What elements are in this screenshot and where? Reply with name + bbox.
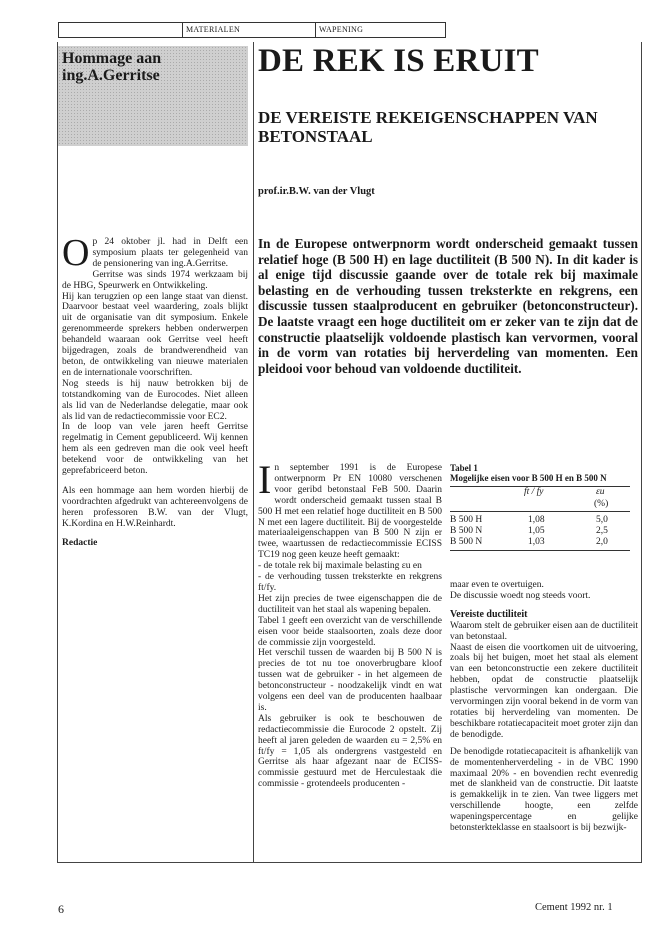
sidebar-paragraph: Op 24 oktober jl. had in Delft een symposium plaats ter gelegenheid van de pensionering van ing.A.Gerritse. [62, 232, 248, 274]
table-header-ratio: ft / fy [524, 487, 544, 497]
body-paragraph: maar even te overtuigen. [450, 580, 544, 590]
sidebar-paragraph: Gerritse was sinds 1974 werkzaam bij de HBG, Speurwerk en Ontwikkeling. [62, 269, 248, 291]
body-paragraph: De discussie woedt nog steeds voort. [450, 590, 591, 601]
table-title: Tabel 1 [450, 463, 478, 473]
body-paragraph: Het verschil tussen de waarden bij B 500 N is precies de tot nu toe onoverbrugbare kloof tussen wat de gebruiker - in het algemeen de betonconstructeur - noodzakelijk vindt en wat volgens een deel van de producenten haalbaar is. [258, 648, 442, 713]
article-author: prof.ir.B.W. van der Vlugt [258, 186, 375, 197]
journal-reference: Cement 1992 nr. 1 [535, 902, 613, 913]
table-row: B 500 N 1,05 2,5 [450, 526, 608, 536]
sidebar-dropcap: O [62, 232, 90, 274]
column-divider [253, 42, 254, 862]
sidebar-text [62, 232, 248, 548]
header-section-wapening: WAPENING [315, 23, 445, 37]
body-paragraph: Waarom stelt de gebruiker eisen aan de ductiliteit van betonstaal. [450, 620, 638, 642]
body-paragraph: Als gebruiker is ook te beschouwen de redactiecommissie die Eurocode 2 opstelt. Zij heeft al jaren geleden de waarden εu = 2,5% en ft/fy = 1,05 als ondergrens vastgesteld en Gerritse als haar afgezant naar de ECISS-commissie gestuurd met de Herculestaak die commissie - grotendeels producenten - [258, 713, 442, 790]
sidebar-paragraph: In de loop van vele jaren heeft Gerritse regelmatig in Cement gepubliceerd. Wij kennen hem als een gedreven man die ook veel heeft betekend voor de ontwikkeling van het geprefabriceerd beton. [62, 422, 248, 477]
body-paragraph: Tabel 1 geeft een overzicht van de verschillende eisen voor beide staalsoorten, zoals deze door de commissie zijn voorgesteld. [258, 615, 442, 648]
page-frame-bottom [57, 862, 642, 863]
body-paragraph: Naast de eisen die voortkomen uit de uitvoering, zoals bij het buigen, moet het staal als element van een betonconstructie een zekere ductiliteit hebben, opdat de constructie plaatselijk plastische vervormingen kan ondergaan. Die vervormingen zijn vooral bekend in de vorm van rotaties bij herverdeling van momenten. De beschikbare rotatiecapaciteit moet groter zijn dan de benodigde. [450, 642, 638, 740]
page-number: 6 [58, 902, 64, 916]
header-section-materialen: MATERIALEN [182, 23, 316, 37]
section-heading: Vereiste ductiliteit [450, 608, 528, 620]
table-header-strain: εu [596, 487, 605, 497]
page-frame-left [57, 42, 58, 862]
article-title: DE REK IS ERUIT [258, 43, 539, 79]
body-paragraph: In september 1991 is de Europese ontwerpnorm Pr EN 10080 verschenen voor geribd betonstaal FeB 500. Daarin wordt onderscheid gemaakt tussen staal B 500 H met een relatief hoge ductiliteit en B 500 N met een lagere ductiliteit. Bij de voorgestelde materiaaleigenschappen van B 500 N zijn er twee, waartussen de redactiecommissie ECISS TC19 nog geen keuze heeft gemaakt: [258, 457, 442, 561]
body-dropcap: I [258, 457, 272, 502]
table-rule [450, 550, 630, 551]
sidebar-paragraph: Hij kan terugzien op een lange staat van dienst. Daarvoor bestaat veel waardering, zoals blijkt uit de organisatie van dit symposium. Enkele gerenommeerde sprekers hebben onderwerpen behandeld waaraan ook Gerritse veel heeft bijgedragen, zoals de brandwerendheid van beton, de ontwikkeling van nieuwe materialen en de internationale voorschriften. [62, 291, 248, 378]
table-rule [450, 511, 630, 512]
table-header-unit-row [450, 499, 638, 511]
body-paragraph: - de verhouding tussen treksterkte en rekgrens ft/fy. [258, 572, 442, 593]
table-1 [450, 463, 638, 551]
body-column-1 [258, 457, 442, 790]
page-frame-right [641, 42, 642, 862]
running-header [58, 22, 446, 38]
table-header-unit: (%) [594, 499, 609, 509]
table-caption: Mogelijke eisen voor B 500 H en B 500 N [450, 473, 607, 483]
sidebar-signature: Redactie [62, 537, 98, 548]
body-paragraph: - de totale rek bij maximale belasting εu en [258, 561, 422, 572]
sidebar-paragraph: Als een hommage aan hem worden hierbij de voordrachten afgedrukt van achtereenvolgens de heren professoren B.W. van der Vlugt, K.Kordina en H.W.Reinhardt. [62, 485, 248, 529]
body-paragraph: De benodigde rotatiecapaciteit is afhankelijk van de momentenherverdeling - in de VBC 1990 maximaal 20% - en bovendien recht evenredig met de slankheid van de constructie. Dit laatste is gemakkelijk in te zien. Van twee liggers met verschillende hoogte, een zelfde wapeningspercentage en gelijke betonsterkteklasse en staalsoort is bij bezwijk- [450, 746, 638, 834]
sidebar-paragraph: Nog steeds is hij nauw betrokken bij de totstandkoming van de Eurocodes. Niet alleen als lid van de Nederlandse delegatie, maar ook als lid van de redactiecommissie voor EC2. [62, 378, 248, 422]
article-lead: In de Europese ontwerpnorm wordt onderscheid gemaakt tussen relatief hoge (B 500 H) en lage ductiliteit (B 500 N). In dit kader is al enige tijd discussie gaande over de totale rek bij maximale belasting en de verhouding tussen treksterkte en rekgrens, een discussie tussen staalproducent en gebruiker (betonconstructeur). De laatste vraagt een hoge ductiliteit om er zeker van te zijn dat de constructie plaatselijk voldoende plastisch kan vervormen, vooral in de vorm van rotaties bij herverdeling van momenten. Een pleidooi voor behoud van voldoende ductiliteit. [258, 236, 638, 376]
article-subtitle: DE VEREISTE REKEIGENSCHAPPEN VAN BETONSTAAL [258, 108, 598, 146]
body-column-2 [450, 580, 638, 834]
table-row: B 500 H 1,08 5,0 [450, 515, 608, 525]
body-paragraph: Het zijn precies de twee eigenschappen die de ductiliteit van het staal als wapening bepalen. [258, 593, 442, 615]
table-row: B 500 N 1,03 2,0 [450, 537, 608, 547]
sidebar-title: Hommage aan ing.A.Gerritse [62, 50, 162, 84]
table-header-row [450, 487, 638, 499]
